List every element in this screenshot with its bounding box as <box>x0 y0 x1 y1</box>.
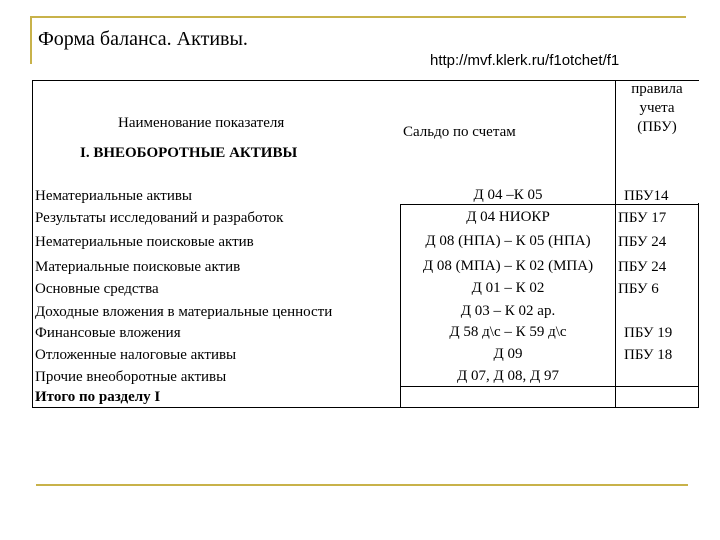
row-pbu: ПБУ 24 <box>618 234 667 250</box>
slide-title: Форма баланса. Активы. <box>38 28 248 50</box>
row-pbu: ПБУ 6 <box>618 281 659 297</box>
row-name: Материальные поисковые актив <box>35 259 241 275</box>
row-accounts: Д 08 (НПА) – К 05 (НПА) <box>425 233 591 249</box>
header-rules-line: учета <box>639 100 675 116</box>
row-accounts: Д 09 <box>493 346 523 362</box>
row-accounts: Д 04 –К 05 <box>473 187 543 203</box>
table-row <box>32 367 699 389</box>
row-name: Доходные вложения в материальные ценности <box>35 304 333 320</box>
section-title: I. ВНЕОБОРОТНЫЕ АКТИВЫ <box>80 145 298 161</box>
table-row <box>32 302 699 324</box>
row-name: Итого по разделу I <box>35 389 161 405</box>
table-row <box>32 279 699 301</box>
header-accounts: Сальдо по счетам <box>403 124 516 140</box>
decorative-left-rule <box>30 16 32 64</box>
row-name: Финансовые вложения <box>35 325 181 341</box>
row-accounts: Д 08 (МПА) – К 02 (МПА) <box>422 258 594 274</box>
row-pbu: ПБУ 17 <box>618 210 667 226</box>
row-accounts: Д 58 д\с – К 59 д\с <box>449 324 567 340</box>
header-rules-line: правила <box>631 81 683 97</box>
row-name: Нематериальные поисковые актив <box>35 234 254 250</box>
row-pbu: ПБУ14 <box>624 188 669 204</box>
row-name: Результаты исследований и разработок <box>35 210 284 226</box>
header-name: Наименование показателя <box>118 115 285 131</box>
table-row <box>32 257 699 279</box>
row-pbu: ПБУ 18 <box>624 347 673 363</box>
table-row <box>32 232 699 254</box>
balance-table <box>32 80 699 408</box>
row-accounts: Д 07, Д 08, Д 97 <box>457 368 559 384</box>
header-rules-line: (ПБУ) <box>637 119 677 135</box>
row-accounts: Д 04 НИОКР <box>466 209 550 225</box>
source-url: http://mvf.klerk.ru/f1otchet/f1 <box>430 52 620 69</box>
row-pbu: ПБУ 19 <box>624 325 673 341</box>
decorative-top-rule <box>30 16 686 18</box>
row-name: Основные средства <box>35 281 159 297</box>
row-name: Прочие внеоборотные активы <box>35 369 227 385</box>
decorative-bottom-rule <box>36 484 688 486</box>
table-row-total <box>32 387 699 409</box>
table-row <box>32 345 699 367</box>
row-pbu: ПБУ 24 <box>618 259 667 275</box>
header-rules <box>616 80 698 137</box>
table-row <box>32 186 699 208</box>
table-row <box>32 323 699 345</box>
row-accounts: Д 01 – К 02 <box>471 280 545 296</box>
table-top-border <box>32 80 699 81</box>
row-name: Нематериальные активы <box>35 188 193 204</box>
row-accounts: Д 03 – К 02 ар. <box>460 303 556 319</box>
row-name: Отложенные налоговые активы <box>35 347 237 363</box>
table-row <box>32 208 699 230</box>
